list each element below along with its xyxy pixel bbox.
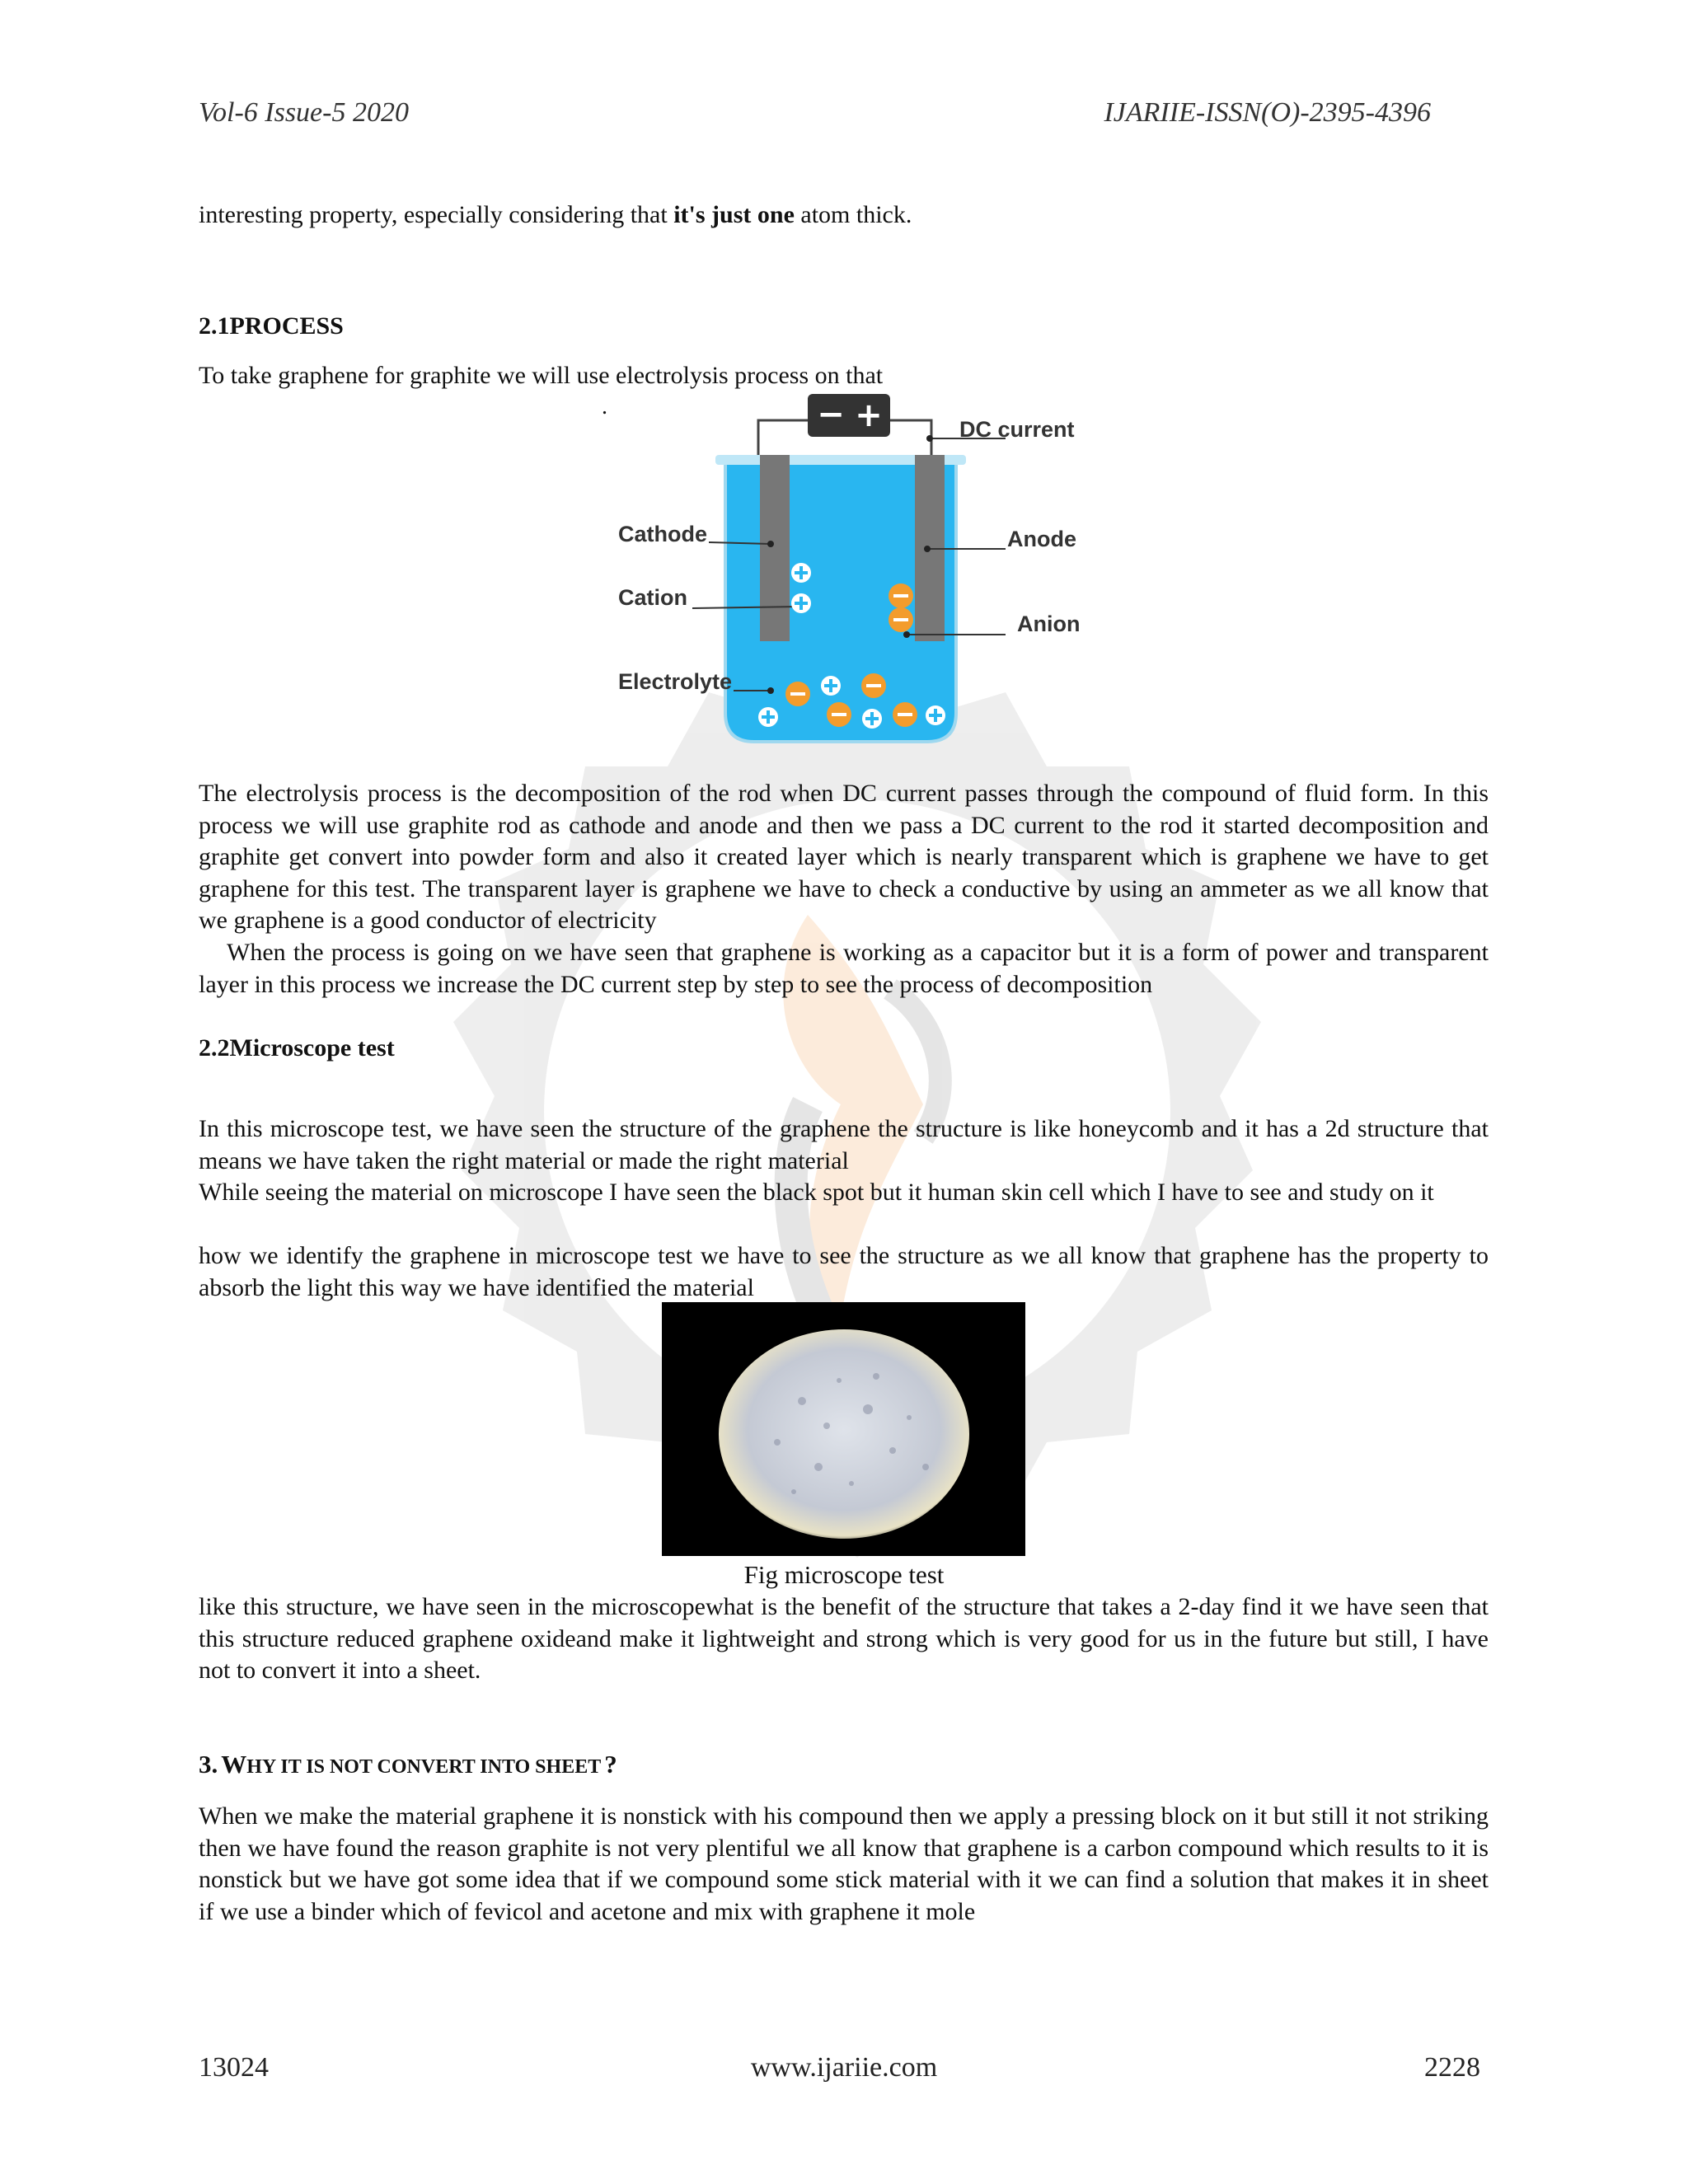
anion-label: Anion bbox=[1017, 612, 1081, 636]
cathode-wire bbox=[758, 420, 808, 455]
stray-dot: . bbox=[602, 394, 607, 419]
section-2-2-paragraph-3: how we identify the graphene in microscope test we have to see the structure as we all know that graphene has the property to absorb the light this way we have identified the material bbox=[199, 1242, 1489, 1301]
footer-paper-id: 13024 bbox=[199, 2052, 269, 2083]
electrolysis-diagram bbox=[610, 387, 1088, 750]
section-2-1-paragraph-1: The electrolysis process is the decomposition of the rod when DC current passes through the compound of fluid form. In this process we will use graphite rod as cathode and anode and then we pass a DC current to the rod it started decomposition and graphite get convert into powder form and also it created layer which is nearly transparent which is graphene we have to get graphene for this test. The transparent layer is graphene we have to check a conductive by using an ammeter as we all know that we graphene is a good conductor of electricity bbox=[199, 780, 1489, 934]
battery-plus: + bbox=[855, 396, 883, 434]
figure-caption: Fig microscope test bbox=[743, 1560, 945, 1589]
section-2-1-lead: To take graphene for graphite we will use electrolysis process on that bbox=[199, 362, 884, 389]
electrolyte-label: Electrolyte bbox=[618, 669, 733, 694]
section-3-heading bbox=[199, 1750, 617, 1779]
cathode-label: Cathode bbox=[618, 522, 707, 546]
running-header-issn: IJARIIE-ISSN(O)-2395-4396 bbox=[1104, 97, 1431, 128]
footer-page-number: 2228 bbox=[1424, 2052, 1480, 2083]
section-3-initial: W bbox=[221, 1750, 247, 1779]
cathode-rod bbox=[760, 455, 790, 641]
section-2-2-paragraph-2: While seeing the material on microscope I have seen the black spot but it human skin cell which I have to see and study on it bbox=[199, 1179, 1434, 1206]
section-2-2-paragraph-1: In this microscope test, we have seen the structure of the graphene the structure is like honeycomb and it has a 2d structure that means we have taken the right material or made the right material bbox=[199, 1115, 1489, 1174]
section-3-number: 3. bbox=[199, 1750, 218, 1779]
section-2-1-heading: 2.1PROCESS bbox=[199, 312, 344, 340]
dc-current-label: DC current bbox=[959, 417, 1075, 442]
running-header-volume: Vol-6 Issue-5 2020 bbox=[199, 97, 409, 128]
section-3-paragraph: When we make the material graphene it is nonstick with his compound then we apply a pressing block on it but still it not striking then we have found the reason graphite is not very plentiful we all know that graphene is a carbon compound which results to it is nonstick but we have got some idea that if we compound some stick material with it we can find a solution that makes it in sheet if we use a binder which of fevicol and acetone and mix with graphene it mole bbox=[199, 1802, 1489, 1925]
battery-minus: − bbox=[817, 396, 845, 434]
intro-bold-phrase: it's just one bbox=[673, 201, 795, 228]
cation-label: Cation bbox=[618, 585, 687, 610]
anode-wire bbox=[890, 420, 931, 455]
microscope-image bbox=[662, 1302, 1025, 1556]
section-3-title: HY IT IS NOT CONVERT INTO SHEET bbox=[246, 1756, 602, 1778]
section-2-1-paragraph-2: When the process is going on we have seen that graphene is working as a capacitor but it is a form of power and transparent layer in this process we increase the DC current step by step to see the process of decomposition bbox=[199, 939, 1489, 998]
section-2-2-paragraph-4: like this structure, we have seen in the microscopewhat is the benefit of the structure that takes a 2-day find it we have seen that this structure reduced graphene oxideand make it lightweight and strong which is very good for us in the future but still, I have not to convert it into a sheet. bbox=[199, 1593, 1489, 1684]
intro-text-end: atom thick. bbox=[794, 201, 912, 228]
footer-website: www.ijariie.com bbox=[750, 2052, 938, 2083]
intro-sentence bbox=[199, 199, 1489, 232]
section-3-question-mark: ? bbox=[604, 1750, 617, 1779]
section-2-2-heading: 2.2Microscope test bbox=[199, 1034, 395, 1062]
anode-label: Anode bbox=[1007, 527, 1076, 551]
intro-text-start: interesting property, especially considering that bbox=[199, 201, 674, 228]
